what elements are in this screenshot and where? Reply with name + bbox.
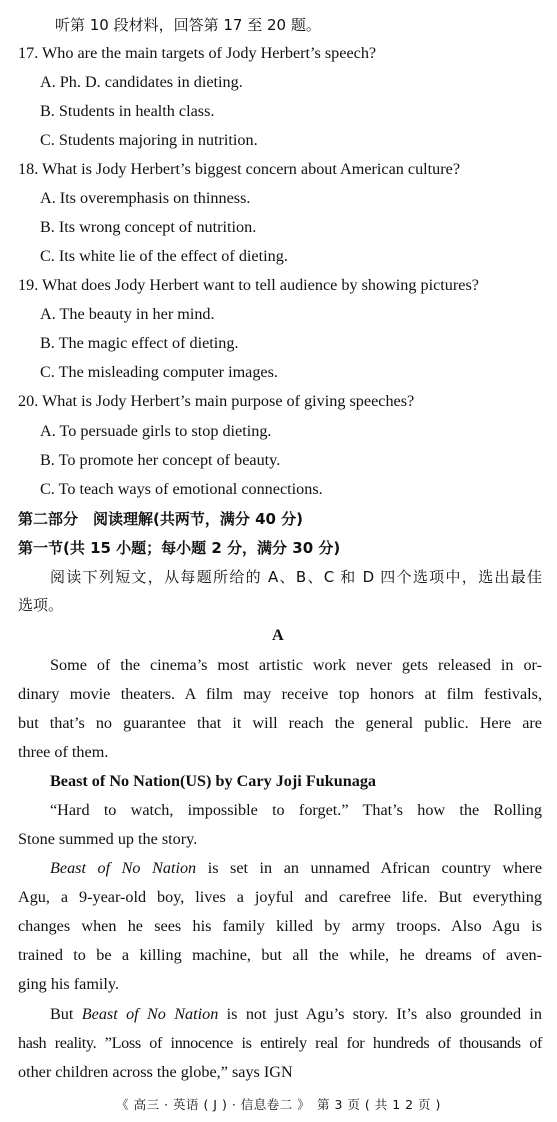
film-name-italic: Beast of No Nation [81,1005,219,1023]
section1-heading: 第一节(共 15 小题；每小题 2 分，满分 30 分) [18,539,341,557]
question-19-stem: 19. What does Jody Herbert want to tell audience by showing pictures? [18,276,479,294]
question-18-option-a: A. Its overemphasis on thinness. [40,189,251,207]
question-18-option-b: B. Its wrong concept of nutrition. [40,218,257,236]
p3-line-1: But Beast of No Nation is not just Agu’s story. It’s also grounded in [50,1005,542,1023]
p3-line-3: other children across the globe,” says IGN [18,1063,293,1081]
intro-line-2: dinary movie theaters. A film may receive top honors at film festivals, [18,685,542,703]
question-20-option-a: A. To persuade girls to stop dieting. [40,422,272,440]
question-19-option-a: A. The beauty in her mind. [40,305,215,323]
reading-instruction-line2: 选项。 [18,596,64,614]
question-18-option-c: C. Its white lie of the effect of dieting. [40,247,288,265]
intro-line-1: Some of the cinema’s most artistic work never gets released in or- [50,656,542,674]
question-19-option-c: C. The misleading computer images. [40,363,278,381]
question-17-option-b: B. Students in health class. [40,102,215,120]
question-17-option-a: A. Ph. D. candidates in dieting. [40,73,243,91]
reading-instruction-line1: 阅读下列短文，从每题所给的 A、B、C 和 D 四个选项中，选出最佳 [50,568,542,586]
intro-line-4: three of them. [18,743,109,761]
question-17-option-c: C. Students majoring in nutrition. [40,131,258,149]
question-20-option-b: B. To promote her concept of beauty. [40,451,281,469]
film-name-italic: Beast of No Nation [50,859,197,877]
p3-line-2: hash reality. ”Loss of innocence is entirely real for hundreds of thousands of [18,1034,542,1052]
question-18-stem: 18. What is Jody Herbert’s biggest concern about American culture? [18,160,461,178]
page-footer: 《 高三 · 英语 ( J ) · 信息卷二 》 第 3 页 ( 共 1 2 页 ) [116,1097,441,1112]
question-20-option-c: C. To teach ways of emotional connections. [40,480,323,498]
quote-line-1: “Hard to watch, impossible to forget.” That’s how the Rolling [50,801,542,819]
p2-line-3: changes when he sees his family killed by army troops. Also Agu is [18,917,542,935]
passage-letter: A [272,626,284,644]
p2-line-4: trained to be a killing machine, but all the while, he dreams of aven- [18,946,542,964]
p2-line-5: ging his family. [18,975,120,993]
intro-line-3: but that’s no guarantee that it will reach the general public. Here are [18,714,542,732]
p2-line-2: Agu, a 9-year-old boy, lives a joyful and carefree life. But everything [18,888,542,906]
film-title: Beast of No Nation(US) by Cary Joji Fukunaga [50,772,377,790]
question-19-option-b: B. The magic effect of dieting. [40,334,239,352]
p2-line-1: Beast of No Nation is set in an unnamed African country where [50,859,542,877]
question-20-stem: 20. What is Jody Herbert’s main purpose of giving speeches? [18,392,415,410]
question-17-stem: 17. Who are the main targets of Jody Herbert’s speech? [18,44,377,62]
listening-instruction: 听第 10 段材料，回答第 17 至 20 题。 [55,16,321,34]
quote-line-2: Stone summed up the story. [18,830,198,848]
part2-heading: 第二部分 阅读理解(共两节，满分 40 分) [18,510,304,528]
